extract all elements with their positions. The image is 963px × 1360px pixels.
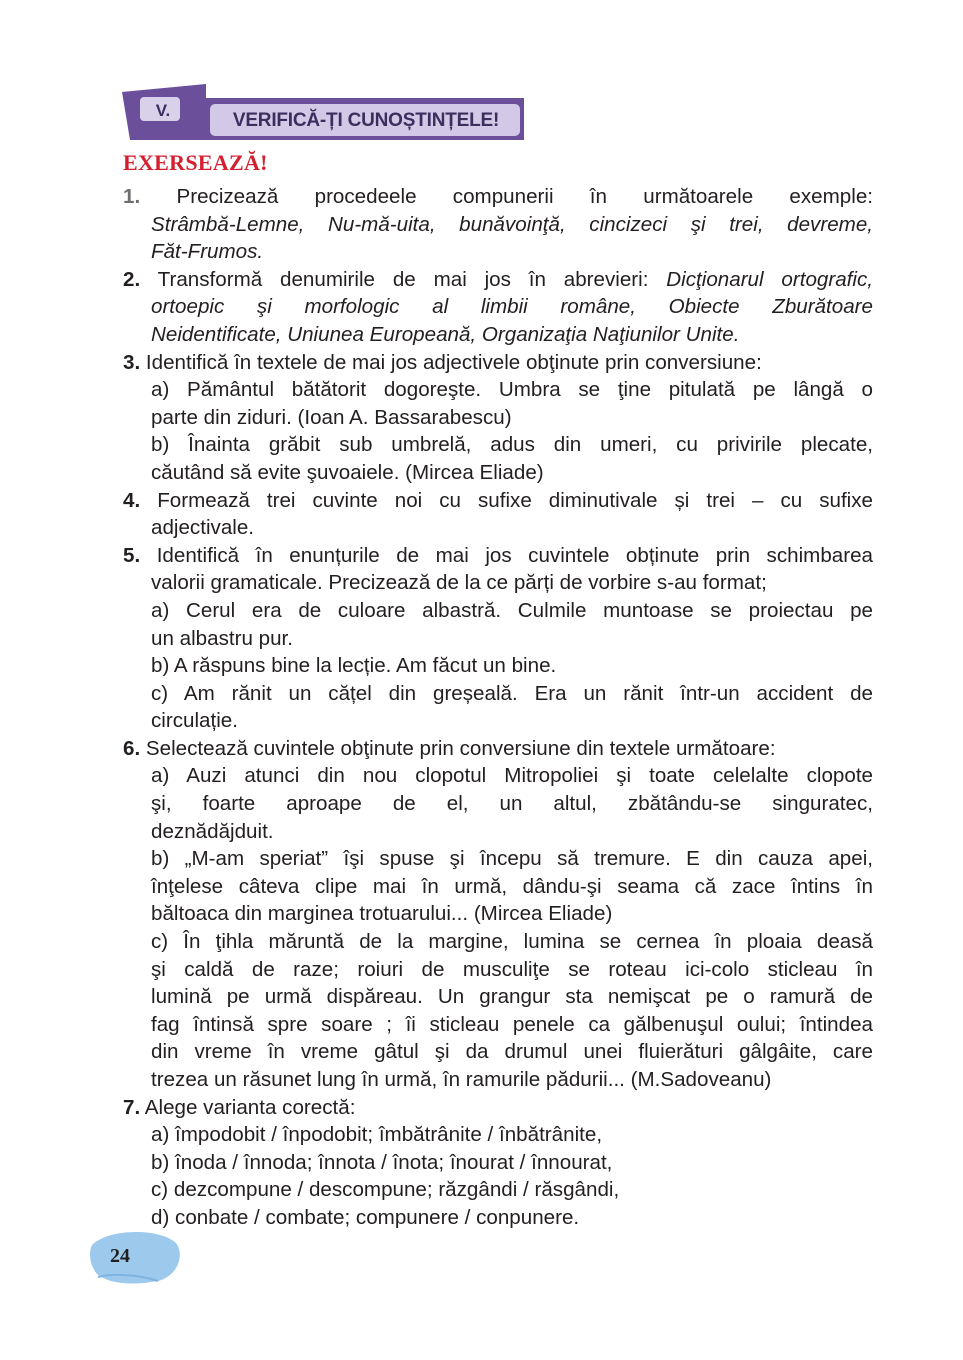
- exercise-text: Alege varianta corectă:: [144, 1095, 356, 1119]
- section-number: V.: [155, 101, 171, 120]
- exercise-item-text: un albastru pur.: [151, 626, 293, 650]
- exercise-item-text: d) conbate / combate; compunere / conpunere.: [151, 1205, 580, 1229]
- exercise-6: [123, 735, 873, 1094]
- exercise-number: 3.: [123, 350, 141, 374]
- exercise-text: Formează trei cuvinte noi cu sufixe diminutivale și trei – cu sufixe: [157, 488, 873, 512]
- exercise-7: [123, 1094, 873, 1232]
- exercise-item-text: b) A răspuns bine la lecție. Am făcut un bine.: [151, 654, 557, 678]
- exercise-item-text: fag întinsă spre soare ; îi sticleau penele ca gălbenuşul oului; întindea: [151, 1012, 873, 1036]
- exercise-text: Selectează cuvintele obţinute prin conversiune din textele următoare:: [145, 736, 776, 760]
- exercise-item-text: din vreme în vreme gâtul şi da drumul unei fluierături gâlgâite, care: [151, 1040, 873, 1064]
- exercise-item-text: a) Auzi atunci din nou clopotul Mitropoliei şi toate celelalte clopote: [151, 764, 873, 788]
- exercise-text: Precizează procedeele compunerii în următoarele exemple:: [176, 185, 873, 208]
- exercise-item-text: parte din ziduri. (Ioan A. Bassarabescu): [151, 405, 512, 429]
- exercise-item-text: c) Am rănit un cățel din greșeală. Era un rănit într-un accident de: [151, 681, 873, 705]
- exercise-3: [123, 349, 873, 487]
- exercise-text: adjectivale.: [151, 516, 255, 540]
- exercise-item-text: b) „M-am speriat” îşi spuse şi începu să tremure. E din cauza apei,: [151, 847, 873, 871]
- exercise-examples: Strâmbă-Lemne, Nu-mă-uita, bunăvoinţă, cincizeci şi trei, devreme,: [151, 212, 873, 236]
- exercise-item-text: băltoaca din marginea trotuarului... (Mircea Eliade): [151, 902, 613, 926]
- exercise-item-text: c) În ţihla măruntă de la margine, lumina se cernea în ploaia deasă: [151, 930, 873, 954]
- exercise-item-text: b) înoda / înnoda; înnota / înota; înourat / înnourat,: [151, 1150, 613, 1174]
- exercise-item-text: căutând să evite şuvoaiele. (Mircea Eliade): [151, 460, 544, 484]
- exercise-text: Identifică în enunțurile de mai jos cuvintele obținute prin schimbarea: [156, 543, 873, 567]
- exercise-number: 5.: [123, 543, 141, 567]
- section-banner: [122, 84, 524, 140]
- exercise-4: [123, 487, 873, 542]
- exercise-item-text: b) Înainta grăbit sub umbrelă, adus din umeri, cu privirile plecate,: [151, 433, 873, 457]
- exercise-item-text: c) dezcompune / descompune; răzgândi / răsgândi,: [151, 1178, 620, 1202]
- page-number-badge: [88, 1227, 182, 1285]
- exercise-item-text: lumină pe urmă dispăreau. Un grangur sta nemişcat pe o ramură de: [151, 985, 873, 1009]
- exercise-item-text: a) Pământul bătătorit dogoreşte. Umbra se ţine pitulată pe lângă o: [151, 378, 873, 402]
- exercise-item-text: înţelese câteva clipe mai în urmă, dându-şi seama că zace întins în: [151, 874, 873, 898]
- exercise-text: Identifică în textele de mai jos adjectivele obţinute prin conversiune:: [145, 350, 762, 374]
- exercise-1: [123, 183, 873, 266]
- exercise-number: 2.: [123, 267, 141, 291]
- exercise-2: [123, 266, 873, 349]
- section-title: VERIFICĂ-ȚI CUNOȘTINȚELE!: [232, 110, 500, 131]
- exercise-examples: ortoepic şi morfologic al limbii române, Obiecte Zburătoare: [151, 295, 873, 319]
- exercise-item-text: deznădăjduit.: [151, 819, 274, 843]
- exercise-examples: Dicţionarul ortografic,: [666, 267, 873, 291]
- exercise-heading: EXERSEAZĂ!: [123, 150, 268, 175]
- exercise-examples: Făt-Frumos.: [151, 240, 264, 264]
- exercise-number: 7.: [123, 1095, 141, 1119]
- exercise-examples: Neidentificate, Uniunea Europeană, Organizaţia Naţiunilor Unite.: [151, 322, 740, 346]
- exercise-item-text: a) Cerul era de culoare albastră. Culmile muntoase se proiectau pe: [151, 598, 873, 622]
- exercise-item-text: şi, foarte aproape de el, un altul, zbătându-se singuratec,: [151, 792, 873, 816]
- exercise-text: Transformă denumirile de mai jos în abrevieri:: [157, 267, 667, 291]
- exercise-item-text: a) împodobit / înpodobit; îmbătrânite / înbătrânite,: [151, 1123, 603, 1147]
- exercise-list: [123, 183, 873, 1232]
- exercise-item-text: circulație.: [151, 709, 238, 733]
- exercise-number: 1.: [123, 185, 141, 208]
- exercise-number: 6.: [123, 736, 141, 760]
- exercise-text: valorii gramaticale. Precizează de la ce părți de vorbire s-au format;: [151, 571, 767, 595]
- exercise-number: 4.: [123, 488, 141, 512]
- page-number: 24: [110, 1245, 130, 1267]
- exercise-item-text: şi caldă de raze; roiuri de musculiţe se roteau ici-colo sticleau în: [151, 957, 873, 981]
- exercise-item-text: trezea un răsunet lung în urmă, în ramurile pădurii... (M.Sadoveanu): [151, 1068, 772, 1091]
- exercise-5: [123, 542, 873, 735]
